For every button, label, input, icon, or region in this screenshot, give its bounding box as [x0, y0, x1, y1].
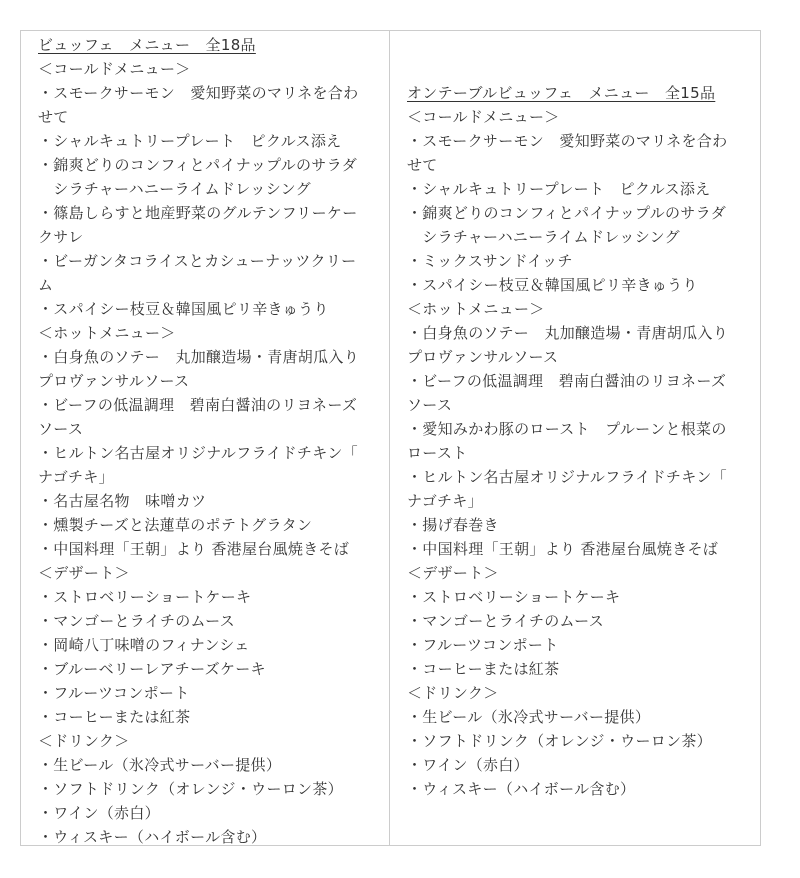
menu-line: ・スパイシー枝豆＆韓国風ピリ辛きゅうり — [407, 276, 698, 294]
menu-comparison-table — [20, 30, 761, 846]
menu-line: ・スパイシー枝豆＆韓国風ピリ辛きゅうり — [38, 300, 329, 318]
menu-line: ・ストロベリーショートケーキ — [38, 588, 252, 606]
menu-line: ・ビーフの低温調理 碧南白醤油のリヨネーズ — [38, 396, 358, 414]
menu-line: ・岡崎八丁味噌のフィナンシェ — [38, 636, 250, 654]
menu-line: ・ウィスキー（ハイボール含む） — [407, 780, 636, 798]
menu-line: ・揚げ春巻き — [407, 516, 499, 534]
menu-line: ・中国料理「王朝」より 香港屋台風焼きそば — [38, 540, 350, 558]
buffet-menu-heading: ビュッフェ メニュー 全18品 — [38, 36, 256, 54]
menu-line: ・ウィスキー（ハイボール含む） — [38, 828, 267, 846]
menu-line: ＜ホットメニュー＞ — [407, 300, 545, 318]
menu-line: ・マンゴーとライチのムース — [38, 612, 235, 630]
on-table-buffet-menu-column — [390, 31, 760, 845]
menu-line: ・フルーツコンポート — [38, 684, 190, 702]
menu-line: ナゴチキ」 — [407, 492, 483, 510]
menu-line: ・名古屋名物 味噌カツ — [38, 492, 207, 510]
menu-line: ・シャルキュトリープレート ピクルス添え — [407, 180, 711, 198]
menu-line: ・コーヒーまたは紅茶 — [38, 708, 191, 726]
menu-line: ・中国料理「王朝」より 香港屋台風焼きそば — [407, 540, 719, 558]
menu-line: ・ワイン（赤白） — [407, 756, 529, 774]
menu-line: ・生ビール（氷冷式サーバー提供） — [407, 708, 651, 726]
menu-line: ・白身魚のソテー 丸加醸造場・青唐胡瓜入り — [407, 324, 729, 342]
menu-line: ・錦爽どりのコンフィとパイナップルのサラダ — [38, 156, 358, 174]
menu-line: ・篠島しらすと地産野菜のグルテンフリーケー — [38, 204, 358, 222]
menu-line: ・シャルキュトリープレート ピクルス添え — [38, 132, 342, 150]
menu-line: ・コーヒーまたは紅茶 — [407, 660, 560, 678]
menu-line: ＜ドリンク＞ — [407, 684, 499, 702]
menu-line: せて — [38, 108, 69, 126]
menu-line: ・スモークサーモン 愛知野菜のマリネを合わ — [407, 132, 728, 150]
menu-line: ・ストロベリーショートケーキ — [407, 588, 621, 606]
menu-line: ム — [38, 276, 54, 294]
menu-line: ・ビーガンタコライスとカシューナッツクリー — [38, 252, 357, 270]
menu-line: プロヴァンサルソース — [407, 348, 559, 366]
menu-line: せて — [407, 156, 438, 174]
menu-line: ＜ドリンク＞ — [38, 732, 130, 750]
menu-line: ・ソフトドリンク（オレンジ・ウーロン茶） — [38, 780, 343, 798]
menu-line: ＜コールドメニュー＞ — [38, 60, 191, 78]
menu-line: ・ブルーベリーレアチーズケーキ — [38, 660, 266, 678]
menu-line: ＜ホットメニュー＞ — [38, 324, 176, 342]
menu-line: ・ソフトドリンク（オレンジ・ウーロン茶） — [407, 732, 712, 750]
menu-line: ・ワイン（赤白） — [38, 804, 160, 822]
menu-line: ・ヒルトン名古屋オリジナルフライドチキン「 — [407, 468, 727, 486]
menu-line: ・燻製チーズと法蓮草のポテトグラタン — [38, 516, 313, 534]
menu-line: ソース — [407, 396, 453, 414]
menu-line: ・マンゴーとライチのムース — [407, 612, 604, 630]
menu-line: ＜デザート＞ — [407, 564, 499, 582]
menu-line: ナゴチキ」 — [38, 468, 114, 486]
menu-line: ・白身魚のソテー 丸加醸造場・青唐胡瓜入り — [38, 348, 360, 366]
menu-line: ・ビーフの低温調理 碧南白醤油のリヨネーズ — [407, 372, 727, 390]
menu-line: ・錦爽どりのコンフィとパイナップルのサラダ — [407, 204, 727, 222]
menu-line: クサレ — [38, 228, 84, 246]
menu-line: シラチャーハニーライムドレッシング — [38, 180, 311, 198]
menu-line: シラチャーハニーライムドレッシング — [407, 228, 680, 246]
menu-line: ・生ビール（氷冷式サーバー提供） — [38, 756, 282, 774]
on-table-buffet-menu-heading: オンテーブルビュッフェ メニュー 全15品 — [407, 84, 716, 102]
menu-line: ＜デザート＞ — [38, 564, 130, 582]
buffet-menu-column — [21, 31, 390, 845]
menu-line: ・ミックスサンドイッチ — [407, 252, 573, 270]
menu-line: プロヴァンサルソース — [38, 372, 190, 390]
menu-line: ＜コールドメニュー＞ — [407, 108, 560, 126]
menu-line: ロースト — [407, 444, 468, 462]
menu-line: ・愛知みかわ豚のロースト プルーンと根菜の — [407, 420, 727, 438]
menu-line: ・ヒルトン名古屋オリジナルフライドチキン「 — [38, 444, 358, 462]
menu-line: ・フルーツコンポート — [407, 636, 559, 654]
menu-line: ・スモークサーモン 愛知野菜のマリネを合わ — [38, 84, 359, 102]
menu-line: ソース — [38, 420, 84, 438]
